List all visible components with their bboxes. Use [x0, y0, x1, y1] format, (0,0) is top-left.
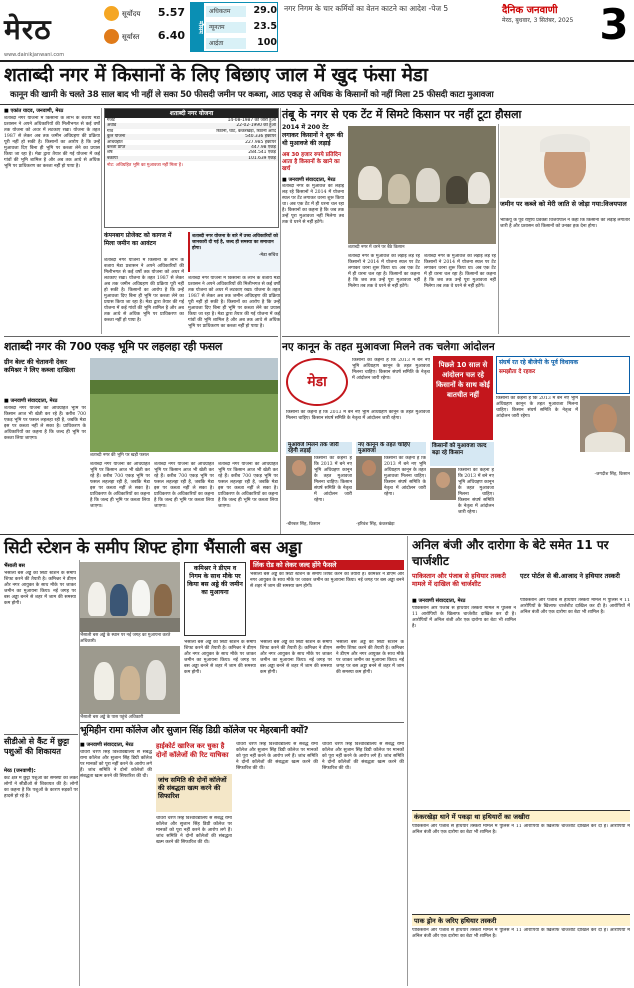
sangram-caption: -जगदीश सिंह, किसान — [594, 472, 630, 477]
table-cell-label: गांव — [107, 128, 114, 134]
meda-stamp-text: मेडा — [307, 374, 327, 390]
table-cell-value: 101.639 एकड़ — [248, 155, 276, 161]
lead-body: शताब्दी नगर योजना में किसानों के लाभ के बजाय मेडा प्रशासन ने अपने अधिकारियों की मिलीभगत से कई वर्षों तक योजना को अधर में लटकाए रखा। योजना के तहत 1987 से लेकर अब तक जमीन अधिग्रहण की प्रक्रिया पूरी नहीं हो सकी है। किसानों का आरोप है कि उन्हें मुआवजा दिए बिना ही भूमि पर कब्जा लेने का प्रयास किया जा रहा है। मेडा द्वारा तैयार की गई योजना में कई गांवों की भूमि शामिल है और अब तक आधे से अधिक भूमि पर प्राधिकरण का कब्जा नहीं हो पाया है। — [4, 116, 100, 169]
paper-name: दैनिक जनवाणी — [502, 5, 558, 16]
lead-quote-author: -मेडा सचिव — [258, 253, 278, 258]
tent-photo — [348, 126, 496, 244]
arms-body-col2: पाकिस्तान और पंजाब से हथियार तस्करी मामले में पुलिस ने 11 आरोपियों के खिलाफ चार्जशीट दाखिल कर दी है। आरोपियों में अनिल बंजी और एक दारोगा का बेटा भी शामिल है। — [520, 598, 630, 615]
college-col1-head[interactable]: हाईकोर्ट खारिज कर चुका है दोनों कॉलेजों की रिट याचिका — [156, 742, 229, 759]
sangram-portrait — [580, 396, 630, 452]
cantt-top-rule — [4, 734, 78, 735]
crop-photo-caption: शताब्दी नगर की भूमि पर खड़ी फसल — [90, 453, 149, 458]
crop-box-head[interactable]: ग्रीन बेल्ट की चेतावनी देकर कमिश्नर ने लिए कब्जा दाखिला — [4, 358, 76, 374]
bus-top-rule — [0, 534, 634, 535]
crop-top-rule — [4, 336, 278, 337]
college-top-rule — [80, 722, 404, 723]
tent-photo-caption: शताब्दी नगर में धरने पर बैठे किसान — [348, 245, 405, 250]
right-column-divider — [407, 536, 408, 986]
farmer-photo-1 — [286, 456, 312, 490]
tent-side-body: शताब्दी नगर के मुआवजे की लड़ाई लड़ रहे किसानों ने 2014 में योजना स्थल पर टेंट लगाकर धरना शुरू किया था। अब एक टेंट में ही धरना चल रहा है। किसानों का कहना है कि जब तक उन्हें पूरा मुआवजा नहीं मिलेगा तब तक वे धरने से नहीं हटेंगे। — [282, 184, 344, 225]
table-cell-label: गजट — [107, 118, 115, 123]
sangram-headline[interactable]: संघर्ष रत रहे बीजेपी के पूर्व विधायक — [499, 359, 579, 366]
meda-stamp — [286, 358, 348, 406]
sunset-value: 6.40 — [157, 29, 185, 42]
side-head-1[interactable]: मुआवजे मिलने तक जारी रहेगी लड़ाई — [286, 442, 352, 454]
arms-headline[interactable]: अनिल बंजी और दारोगा के बेटे समेत 11 पर चार्जशीट — [412, 538, 609, 568]
table-cell-label: अधिग्रहीत — [107, 139, 123, 145]
side-body-1: किसानों का कहना है कि 2013 में बने नए भूमि अधिग्रहण कानून के तहत मुआवजा मिलना चाहिए। किसान संघर्ष समिति के नेतृत्व में आंदोलन जारी रहेगा। — [314, 456, 352, 503]
lead-body-col3: शताब्दी नगर योजना में किसानों के लाभ के बजाय मेडा प्रशासन ने अपने अधिकारियों की मिलीभगत से कई वर्षों तक योजना को अधर में लटकाए रखा। योजना के तहत 1987 से लेकर अब तक जमीन अधिग्रहण की प्रक्रिया पूरी नहीं हो सकी है। किसानों का आरोप है कि उन्हें मुआवजा दिए बिना ही भूमि पर कब्जा लेने का प्रयास किया जा रहा है। मेडा द्वारा तैयार की गई योजना में कई गांवों की भूमि शामिल है और अब तक आधे से अधिक भूमि पर प्राधिकरण का कब्जा नहीं हो पाया है। — [188, 276, 280, 329]
farmer-photo-3 — [430, 468, 456, 500]
lead-headline[interactable]: शताब्दी नगर में किसानों के लिए बिछाए जाल में खुद फंसा मेडा — [4, 64, 428, 86]
college-body-col1: चौधरी चरण सिंह विश्वविद्यालय से संबद्ध रामा कॉलेज और सुजान सिंह डिग्री कॉलेज पर मानकों को पूरा नहीं करने के आरोप लगे हैं। जांच समिति ने दोनों कॉलेजों की संबद्धता खत्म करने की सिफारिश की थी। — [80, 750, 152, 779]
bus-photo-2-caption: भैंसाली बस अड्डे के पास पहुंचे अधिकारी — [80, 715, 144, 720]
side-caption-1: -बीरबल सिंह, किसान — [286, 522, 321, 527]
col-divider-4 — [79, 560, 80, 986]
sangram-body: किसानों का कहना है कि 2013 में बने नए भूमि अधिग्रहण कानून के तहत मुआवजा मिलना चाहिए। किसान संघर्ष समिति के नेतृत्व में आंदोलन जारी रहेगा। — [496, 396, 578, 419]
tent-side-headline[interactable]: 2014 में 200 टेंट लगाकर किसानों ने शुरू की थी मुआवजे की लड़ाई — [282, 124, 344, 147]
cantt-byline: मेरठ (जनवाणी): — [4, 768, 36, 774]
weather-box — [190, 2, 278, 52]
sangram-box — [496, 356, 630, 394]
portrait-photo — [500, 126, 630, 198]
college-body-col3: चौधरी चरण सिंह विश्वविद्यालय से संबद्ध रामा कॉलेज और सुजान सिंह डिग्री कॉलेज पर मानकों को पूरा नहीं करने के आरोप लगे हैं। जांच समिति ने दोनों कॉलेजों की संबद्धता खत्म करने की सिफारिश की थी। — [236, 742, 318, 771]
bus-box — [184, 562, 246, 636]
masthead-rule — [0, 60, 634, 62]
crop-body-col4: शताब्दी नगर योजना की अधिग्रहित भूमि पर किसान आज भी खेती कर रहे हैं। करीब 700 एकड़ भूमि पर फसल लहलहा रही है, जबकि मेडा इस पर कब्जा नहीं ले सका है। प्राधिकरण के अधिकारियों का कहना है कि जल्द ही भूमि पर कब्जा लिया जाएगा। — [218, 462, 278, 509]
lead-quote: शताब्दी नगर योजना के बारे में उच्च अधिकारियों को जानकारी दी गई है, जल्द ही समस्या का समाधान होगा। — [192, 234, 278, 251]
arms-bottom-body: पाकिस्तान और पंजाब से हथियार तस्करी मामले में पुलिस ने 11 आरोपियों के खिलाफ चार्जशीट दाखिल कर दी है। आरोपियों में अनिल बंजी और एक दारोगा का बेटा भी शामिल है। — [412, 824, 630, 835]
bus-headline[interactable]: सिटी स्टेशन के समीप शिफ्ट होगा भैंसाली बस अड्डा — [4, 538, 302, 557]
table-cell-label: कब्जा प्राप्त — [107, 145, 126, 151]
arms-body-col1: पाकिस्तान और पंजाब से हथियार तस्करी मामले में पुलिस ने 11 आरोपियों के खिलाफ चार्जशीट दाखिल कर दी है। आरोपियों में अनिल बंजी और एक दारोगा का बेटा भी शामिल है। — [412, 606, 516, 629]
arms-side-head-2[interactable]: एटर पोर्टल से बी.आजाद ने हथियार तस्करी — [520, 572, 620, 580]
col-divider-1 — [101, 108, 102, 334]
crop-byline: ■ जनवाणी संवाददाता, मेरठ — [4, 398, 58, 404]
tent-byline: ■ जनवाणी संवाददाता, मेरठ — [282, 177, 336, 183]
bus-body-col2: भैंसाली बस अड्डे को सिटी स्टेशन के समीप शिफ्ट करने की तैयारी है। कमिश्नर ने डीएम और नगर आयुक्त के साथ मौके पर जाकर जमीन का मुआयना किया। नई जगह पर बस अड्डा बनने से शहर में जाम की समस्या कम होगी। — [184, 640, 256, 675]
link-road-headline[interactable]: लिंक रोड को लेकर जल्द होंगे फैसले — [250, 560, 404, 570]
min-temp-value: 23.5 — [253, 21, 277, 32]
bus-body-col4: भैंसाली बस अड्डे को सिटी स्टेशन के समीप शिफ्ट करने की तैयारी है। कमिश्नर ने डीएम और नगर आयुक्त के साथ मौके पर जाकर जमीन का मुआयना किया। नई जगह पर बस अड्डा बनने से शहर में जाम की समस्या कम होगी। — [336, 640, 404, 675]
crop-headline[interactable]: शताब्दी नगर की 700 एकड़ भूमि पर लहलहा रही फसल — [4, 340, 223, 353]
cantt-headline[interactable]: सीडीओ से कैंट में छुट्टा पशुओं की शिकायत — [4, 737, 70, 756]
table-note: नोट: अधिग्रहित भूमि का मुआवजा नहीं मिला है। — [107, 163, 183, 169]
sun-times-box — [100, 2, 185, 52]
lead-byline: ■ एकांत यादव, जनवाणी, मेरठ — [4, 108, 64, 114]
paper-date: मेरठ, बुधवार, 3 सितंबर, 2025 — [502, 17, 574, 24]
side-caption-2: -हरिवंश सिंह, कंकरखेड़ा — [356, 522, 395, 527]
bus-photo-2 — [80, 646, 180, 714]
lead-table — [105, 118, 278, 161]
arms-byline: ■ जनवाणी संवाददाता, मेरठ — [412, 598, 466, 604]
tent-headline[interactable]: तंबू के नगर से एक टेंट में सिमटे किसान पर नहीं टूटा हौसला — [282, 108, 522, 121]
weather-side-label: मौसम — [191, 3, 204, 51]
lead-data-table — [104, 108, 279, 228]
humidity-value: 100 — [257, 37, 277, 48]
lead-sub-story-headline[interactable]: कंपनबाग प्रोजेक्ट को कागज में मिला जमीन का आवंटन — [104, 232, 172, 247]
protest-top-rule — [282, 336, 630, 337]
table-cell-value: 14-08-1987 को जारी हुआ — [227, 118, 276, 123]
lead-sub-rule — [0, 104, 634, 105]
col-divider-2 — [280, 108, 281, 534]
page-number: 3 — [599, 0, 629, 49]
college-headline[interactable]: भूमिहीन रामा कॉलेज और सुजान सिंह डिग्री कॉलेज पर मेहरबानी क्यों? — [80, 725, 309, 736]
max-temp-value: 29.0 — [253, 5, 277, 16]
sunrise-icon — [104, 6, 119, 21]
protest-headline[interactable]: नए कानून के तहत मुआवजा मिलने तक चलेगा आंदोलन — [282, 341, 495, 353]
table-cell-label: बकाया — [107, 155, 118, 161]
protest-body-col2: किसानों का कहना है कि 2013 में बने नए भूमि अधिग्रहण कानून के तहत मुआवजा मिलना चाहिए। किसान संघर्ष समिति के नेतृत्व में आंदोलन जारी रहेगा। — [286, 410, 430, 421]
sunset-icon — [104, 29, 119, 44]
table-cell-value: 447.98 एकड़ — [251, 145, 276, 151]
table-cell-value: 22-02-1990 को हुआ — [236, 123, 276, 129]
arms-bottom-head-2[interactable]: पाक ड्रोन के जरिए हथियार तस्करी — [412, 914, 630, 926]
bus-byline: भैंसाली बस — [4, 563, 25, 569]
lead-quote-box — [188, 232, 280, 272]
side-body-3: किसानों का कहना है कि 2013 में बने नए भूमि अधिग्रहण कानून के तहत मुआवजा मिलना चाहिए। किसान संघर्ष समिति के नेतृत्व में आंदोलन जारी रहेगा। — [458, 468, 494, 515]
min-temp-label: न्यूनतम — [206, 22, 246, 33]
sunrise-value: 5.57 — [157, 6, 185, 19]
table-cell-value: 540.336 हेक्टेयर — [245, 134, 276, 140]
col-divider-3 — [498, 124, 499, 334]
table-cell-label: कुल योजना — [107, 134, 126, 140]
side-body-2: किसानों का कहना है कि 2013 में बने नए भूमि अधिग्रहण कानून के तहत मुआवजा मिलना चाहिए। किसान संघर्ष समिति के नेतृत्व में आंदोलन जारी रहेगा। — [384, 456, 426, 497]
tent-body-col1: शताब्दी नगर के मुआवजे की लड़ाई लड़ रहे किसानों ने 2014 में योजना स्थल पर टेंट लगाकर धरना शुरू किया था। अब एक टेंट में ही धरना चल रहा है। किसानों का कहना है कि जब तक उन्हें पूरा मुआवजा नहीं मिलेगा तब तक वे धरने से नहीं हटेंगे। — [348, 254, 420, 289]
table-cell-value: 227.985 हेक्टेयर — [245, 139, 276, 145]
protest-body-col1: किसानों का कहना है कि 2013 में बने नए भूमि अधिग्रहण कानून के तहत मुआवजा मिलना चाहिए। किसान संघर्ष समिति के नेतृत्व में आंदोलन जारी रहेगा। — [352, 358, 430, 381]
crop-photo — [90, 358, 278, 452]
site-url[interactable]: www.dainikjanwani.com — [4, 52, 65, 58]
sunset-label: सूर्यास्त — [122, 33, 140, 41]
bus-photo-1-caption: भैंसाली बस अड्डे के स्थान पर नई जगह का मुआयना करते अधिकारी। — [80, 633, 171, 644]
college-body-col4: चौधरी चरण सिंह विश्वविद्यालय से संबद्ध रामा कॉलेज और सुजान सिंह डिग्री कॉलेज पर मानकों को पूरा नहीं करने के आरोप लगे हैं। जांच समिति ने दोनों कॉलेजों की संबद्धता खत्म करने की सिफारिश की थी। — [322, 742, 404, 771]
bjp-body: भाकियू के पूर्व राष्ट्रीय प्रवक्ता विजयपाल ने कहा कि किसानों की लड़ाई लगातार जारी है और प्रशासन को किसानों को उनका हक देना होगा। — [500, 218, 630, 229]
table-cell-label: अवार्ड — [107, 123, 117, 129]
table-cell-value: रिठानी, घाट, कंकरखेड़ा, रिठानी आदि — [216, 128, 276, 134]
college-col2-head[interactable]: जांच समिति की दोनों कॉलेजों की संबद्धता खत्म करने की सिफारिश — [156, 774, 232, 812]
bus-body-col1: भैंसाली बस अड्डे को सिटी स्टेशन के समीप शिफ्ट करने की तैयारी है। कमिश्नर ने डीएम और नगर आयुक्त के साथ मौके पर जाकर जमीन का मुआयना किया। नई जगह पर बस अड्डा बनने से शहर में जाम की समस्या कम होगी। — [4, 571, 76, 606]
table-cell-value: 284.541 एकड़ — [248, 150, 276, 156]
humidity-label: आर्द्रता — [206, 38, 246, 49]
arms-bottom-body-2: पाकिस्तान और पंजाब से हथियार तस्करी मामले में पुलिस ने 11 आरोपियों के खिलाफ चार्जशीट दाखिल कर दी है। आरोपियों में अनिल बंजी और एक दारोगा का बेटा भी शामिल है। — [412, 928, 630, 939]
crop-box-head-wrap — [4, 358, 86, 398]
crop-body-col3: शताब्दी नगर योजना की अधिग्रहित भूमि पर किसान आज भी खेती कर रहे हैं। करीब 700 एकड़ भूमि पर फसल लहलहा रही है, जबकि मेडा इस पर कब्जा नहीं ले सका है। प्राधिकरण के अधिकारियों का कहना है कि जल्द ही भूमि पर कब्जा लिया जाएगा। — [154, 462, 214, 509]
bjp-headline[interactable]: जमीन पर कब्जे को मेरी जाति से जोड़ा गया:विजयपाल — [500, 200, 627, 208]
college-body-col2: चौधरी चरण सिंह विश्वविद्यालय से संबद्ध रामा कॉलेज और सुजान सिंह डिग्री कॉलेज पर मानकों को पूरा नहीं करने के आरोप लगे हैं। जांच समिति ने दोनों कॉलेजों की संबद्धता खत्म करने की सिफारिश की थी। — [156, 816, 232, 845]
lead-subhead: कानून की खामी के चलते 38 साल बाद भी नहीं ले सका 50 फीसदी जमीन पर कब्जा, आठ एकड़ से अधिक के किसानों को नहीं मिला 25 फीसदी काटा मुआवजा — [10, 90, 494, 100]
bus-box-head[interactable]: कमिश्नर ने डीएम व निगम के साथ मौके पर किया बस अड्डे की जमीन का मुआयना — [187, 565, 243, 596]
protest-highlight-box: पिछले 10 साल से आंदोलन चल रहे किसानों के साथ कोई बातचीत नहीं — [433, 356, 493, 440]
lead-sub-story-body: शताब्दी नगर योजना में किसानों के लाभ के बजाय मेडा प्रशासन ने अपने अधिकारियों की मिलीभगत से कई वर्षों तक योजना को अधर में लटकाए रखा। योजना के तहत 1987 से लेकर अब तक जमीन अधिग्रहण की प्रक्रिया पूरी नहीं हो सकी है। किसानों का आरोप है कि उन्हें मुआवजा दिए बिना ही भूमि पर कब्जा लेने का प्रयास किया जा रहा है। मेडा द्वारा तैयार की गई योजना में कई गांवों की भूमि शामिल है और अब तक आधे से अधिक भूमि पर प्राधिकरण का कब्जा नहीं हो पाया है। — [104, 258, 184, 323]
crop-body-col2: शताब्दी नगर योजना की अधिग्रहित भूमि पर किसान आज भी खेती कर रहे हैं। करीब 700 एकड़ भूमि पर फसल लहलहा रही है, जबकि मेडा इस पर कब्जा नहीं ले सका है। प्राधिकरण के अधिकारियों का कहना है कि जल्द ही भूमि पर कब्जा लिया जाएगा। — [90, 462, 150, 509]
link-road-body: भैंसाली बस अड्डे को सिटी स्टेशन के समीप शिफ्ट करने की तैयारी है। कमिश्नर ने डीएम और नगर आयुक्त के साथ मौके पर जाकर जमीन का मुआयना किया। नई जगह पर बस अड्डा बनने से शहर में जाम की समस्या कम होगी। — [250, 572, 404, 589]
max-temp-label: अधिकतम — [206, 6, 246, 17]
sunrise-label: सूर्योदय — [122, 10, 141, 18]
bus-body-col3: भैंसाली बस अड्डे को सिटी स्टेशन के समीप शिफ्ट करने की तैयारी है। कमिश्नर ने डीएम और नगर आयुक्त के साथ मौके पर जाकर जमीन का मुआयना किया। नई जगह पर बस अड्डा बनने से शहर में जाम की समस्या कम होगी। — [260, 640, 332, 675]
table-title: शताब्दी नगर योजना — [105, 109, 278, 118]
bus-photo-1 — [80, 562, 180, 632]
college-byline: ■ जनवाणी संवाददाता, मेरठ — [80, 742, 134, 748]
arms-side-head[interactable]: पाकिस्तान और पंजाब से हथियार तस्करी मामले में दाखिल की चार्जशीट — [412, 572, 506, 588]
side-head-2[interactable]: नए कानून के तहत चाहिए मुआवजा — [356, 442, 426, 454]
tent-body-col2: शताब्दी नगर के मुआवजे की लड़ाई लड़ रहे किसानों ने 2014 में योजना स्थल पर टेंट लगाकर धरना शुरू किया था। अब एक टेंट में ही धरना चल रहा है। किसानों का कहना है कि जब तक उन्हें पूरा मुआवजा नहीं मिलेगा तब तक वे धरने से नहीं हटेंगे। — [424, 254, 496, 289]
cantt-body: कैंट क्षेत्र में छुट्टा पशुओं की समस्या को लेकर लोगों ने सीडीओ से शिकायत की है। लोगों का कहना है कि पशुओं के कारण सड़कों पर हादसे हो रहे हैं। — [4, 776, 78, 799]
farmer-photo-2 — [356, 456, 382, 490]
masthead-city: मेरठ — [4, 13, 52, 46]
crop-body-col1: शताब्दी नगर योजना की अधिग्रहित भूमि पर किसान आज भी खेती कर रहे हैं। करीब 700 एकड़ भूमि पर फसल लहलहा रही है, जबकि मेडा इस पर कब्जा नहीं ले सका है। प्राधिकरण के अधिकारियों का कहना है कि जल्द ही भूमि पर कब्जा लिया जाएगा। — [4, 406, 86, 441]
top-teaser[interactable]: नगर निगम के चार कर्मियों का वेतन काटने का आदेश -पेज 5 — [284, 4, 449, 13]
table-cell-label: शेष — [107, 150, 113, 156]
arms-bottom-head[interactable]: कंकरखेड़ा थाने में पकड़ा था हथियारों का जखीरा — [412, 810, 630, 822]
sangram-sub: समझौता दे रहकर — [499, 369, 536, 375]
side-head-3[interactable]: किसानों को मुआवजा जल्द बढ़ा रहे किसान — [430, 442, 494, 466]
tent-side-sub: अब 30 हजार रुपये प्रतिदिन आता है किसानों के खाने का खर्च — [282, 152, 342, 172]
tent-side-column — [282, 124, 344, 334]
